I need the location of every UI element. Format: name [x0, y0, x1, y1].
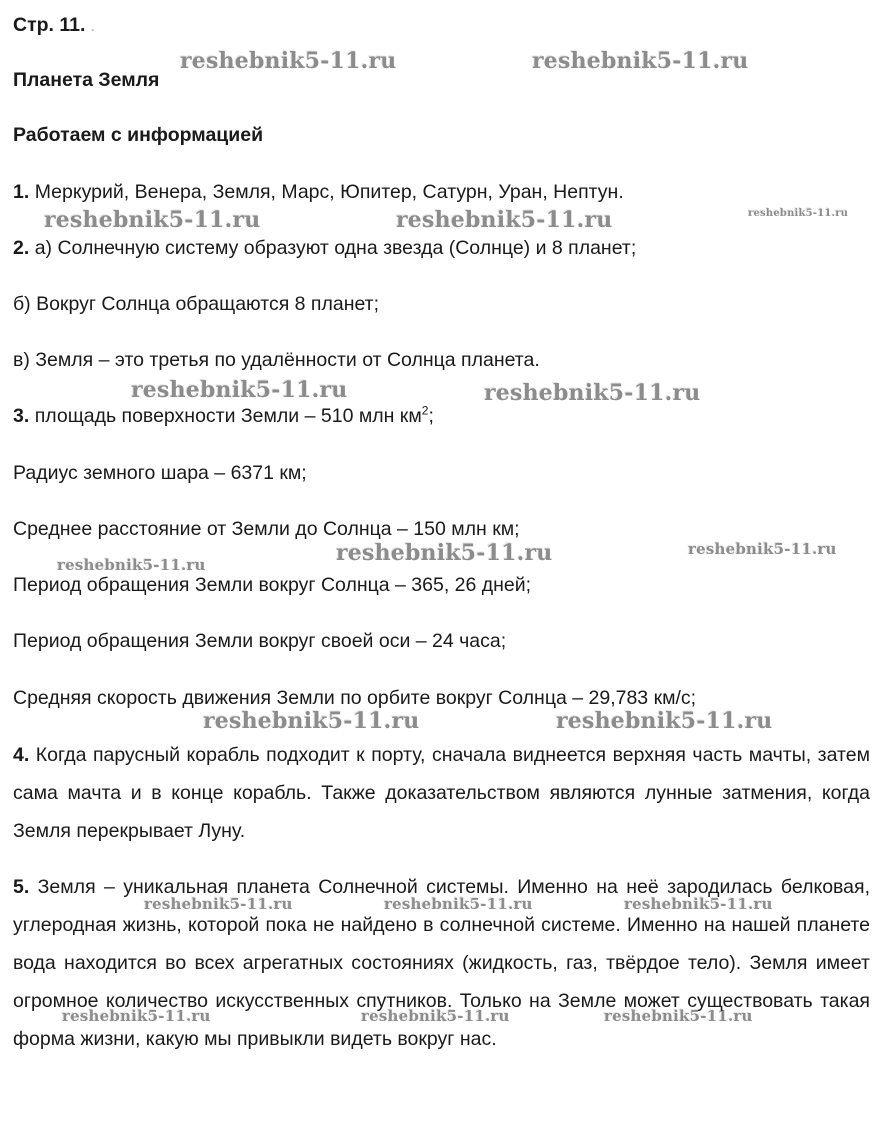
watermark: reshebnik5-11.ru [396, 207, 613, 233]
answer-5: 5. Земля – уникальная планета Солнечной системы. Именно на неё зародилась белковая, углеродная жизнь, которой пока не найдено в солнечной системе. Именно на нашей планете вода находится во всех агрегатных состояниях (жидкость, газ, твёрдое тело). Земля имеет огромное количество искусственных спутников. Только на Земле может существовать такая форма жизни, какую мы привыкли видеть вокруг нас. [13, 876, 871, 1050]
answer-3-axis: Период обращения Земли вокруг своей оси – 24 часа; [13, 630, 507, 652]
section-heading: Работаем с информацией [13, 124, 264, 146]
answer-3-radius: Радиус земного шара – 6371 км; [13, 462, 307, 484]
answer-3-speed: Средняя скорость движения Земли по орбите вокруг Солнца – 29,783 км/с; [13, 687, 697, 709]
watermark: reshebnik5-11.ru [604, 1007, 753, 1025]
watermark: reshebnik5-11.ru [57, 556, 206, 574]
watermark: reshebnik5-11.ru [688, 540, 837, 558]
page-title: Планета Земля [13, 69, 160, 91]
page-reference: Стр. 11. . [13, 14, 95, 36]
watermark: reshebnik5-11.ru [361, 1007, 510, 1025]
answer-2b: б) Вокруг Солнца обращаются 8 планет; [13, 293, 380, 315]
answer-number: 4. [13, 744, 30, 766]
answer-number: 2. [13, 237, 30, 259]
answer-number: 3. [13, 405, 30, 427]
answer-3-distance: Среднее расстояние от Земли до Солнца – 150 млн км; [13, 518, 520, 540]
watermark: reshebnik5-11.ru [484, 380, 701, 406]
answer-number: 5. [13, 876, 30, 898]
answer-number: 1. [13, 181, 30, 203]
watermark: reshebnik5-11.ru [556, 708, 773, 734]
stray-dot: . [90, 18, 95, 34]
watermark: reshebnik5-11.ru [44, 207, 261, 233]
answer-1: 1. Меркурий, Венера, Земля, Марс, Юпитер, Сатурн, Уран, Нептун. [13, 181, 624, 203]
watermark: reshebnik5-11.ru [336, 540, 553, 566]
watermark: reshebnik5-11.ru [532, 48, 749, 74]
answer-3-orbit: Период обращения Земли вокруг Солнца – 365, 26 дней; [13, 574, 532, 596]
watermark: reshebnik5-11.ru [144, 895, 293, 913]
watermark: reshebnik5-11.ru [748, 208, 849, 219]
watermark: reshebnik5-11.ru [384, 895, 533, 913]
answer-4: 4. Когда парусный корабль подходит к порту, сначала виднеется верхняя часть мачты, затем сама мачта и в конце корабль. Также доказательством являются лунные затмения, когда Земля перекрывает Луну. [13, 744, 870, 842]
watermark: reshebnik5-11.ru [180, 48, 397, 74]
watermark: reshebnik5-11.ru [624, 895, 773, 913]
answer-2c: в) Земля – это третья по удалённости от Солнца планета. [13, 349, 540, 371]
watermark: reshebnik5-11.ru [203, 708, 420, 734]
watermark: reshebnik5-11.ru [131, 377, 348, 403]
answer-2a: 2. а) Солнечную систему образуют одна звезда (Солнце) и 8 планет; [13, 237, 637, 259]
watermark: reshebnik5-11.ru [62, 1007, 211, 1025]
answer-3-area: 3. площадь поверхности Земли – 510 млн $км^2$; [13, 403, 434, 427]
